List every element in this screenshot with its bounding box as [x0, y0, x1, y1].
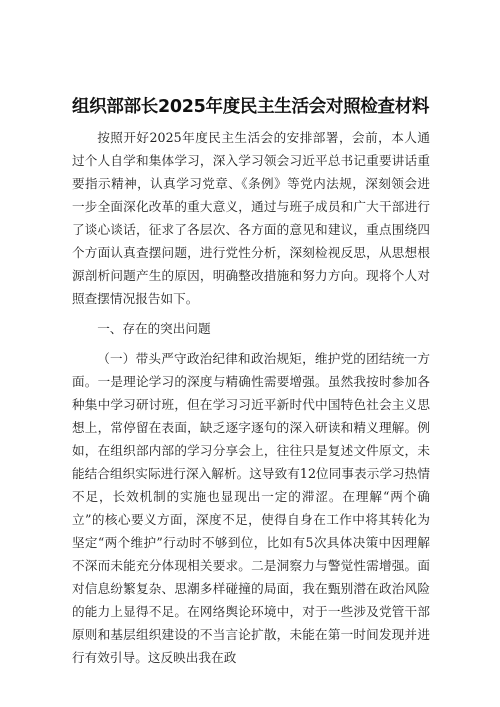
- section-heading: 一、存在的突出问题: [97, 321, 211, 336]
- intro-paragraph: 按照开好2025年度民主生活会的安排部署，会前，本人通过个人自学和集体学习，深入学习领会习近平总书记重要讲话重要指示精神，认真学习党章、《条例》等党内法规，深刻领会进一步全面深化改革的重大意义，通过与班子成员和广大干部进行了谈心谈话，征求了各层次、各方面的意见和建议，重点围绕四个方面认真查摆问题，进行党性分析，深刻检视反思，从思想根源剖析问题产生的原因，明确整改措施和努力方向。现将个人对照查摆情况报告如下。: [72, 130, 430, 306]
- document-title: 组织部部长2025年度民主生活会对照检查材料: [72, 97, 430, 117]
- document-body: [72, 126, 430, 669]
- subsection-paragraph: （一）带头严守政治纪律和政治规矩，维护党的团结统一方面。一是理论学习的深度与精确性需要增强。虽然我按时参加各种集中学习研讨班，但在学习习近平新时代中国特色社会主义思想上，常停留在表面，缺乏逐字逐句的深入研读和精义理解。例如，在组织部内部的学习分享会上，往往只是复述文件原文，未能结合组织实际进行深入解析。这导致有12位同事表示学习热情不足，长效机制的实施也显现出一定的滞涩。在理解“两个确立”的核心要义方面，深度不足，使得自身在工作中将其转化为坚定“两个维护”行动时不够到位，比如有5次具体决策中因理解不深而未能充分体现相关要求。二是洞察力与警觉性需增强。面对信息纷繁复杂、思潮多样碰撞的局面，我在甄别潜在政治风险的能力上显得不足。在网络舆论环境中，对于一些涉及党管干部原则和基层组织建设的不当言论扩散，未能在第一时间发现并进行有效引导。这反映出我在政: [72, 351, 430, 665]
